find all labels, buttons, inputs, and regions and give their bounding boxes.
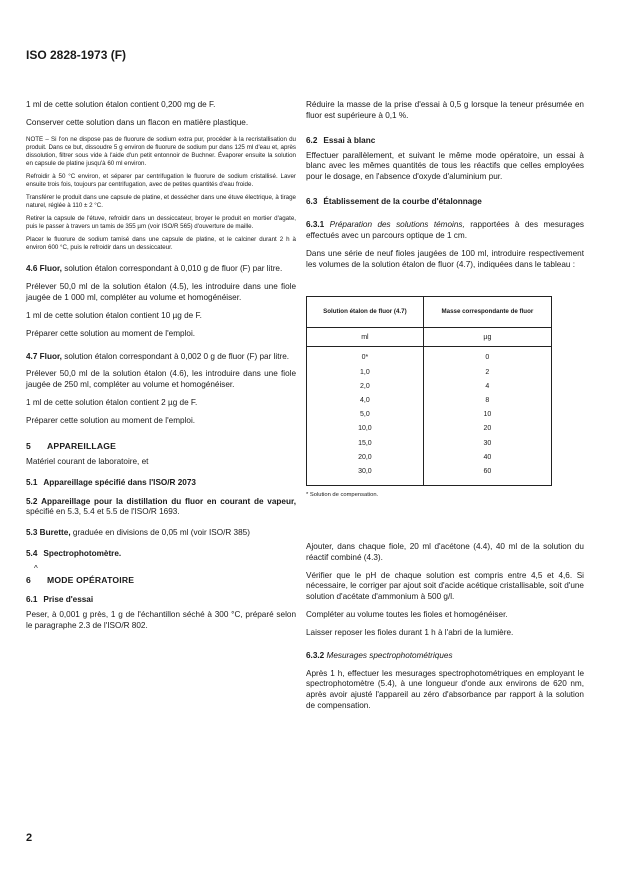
paragraph: Compléter au volume toutes les fioles et homogénéiser. <box>306 610 508 620</box>
note: NOTE – Si l'on ne dispose pas de fluorure de sodium extra pur, procéder à la recristallisation du produit. Dans ce but, dissoudre 5 g environ de fluorure de sodium pur dans 125 ml d'eau et, après dissolution, filtrer sous vide à l'aide d'un petit entonnoir de Buchner. Évaporer ensuite la solution en capsule de platine jusqu'à 60 ml environ. <box>26 135 296 167</box>
section-number: 5 <box>26 440 31 451</box>
paragraph: Prélever 50,0 ml de la solution étalon (4.6), les introduire dans une fiole jaugée de 250 ml, compléter au volume et homogénéiser. <box>26 369 296 390</box>
table-cell-volume: 1,0 <box>360 368 370 376</box>
table-cell-volume: 30,0 <box>358 468 372 476</box>
section-number: 6.1 <box>26 595 38 604</box>
section-number: 5.3 <box>26 528 38 538</box>
table-cell-mass: 30 <box>483 439 492 447</box>
subsection-6-2 <box>306 136 584 145</box>
caret-mark: ^ <box>34 564 38 573</box>
table-unit: ml <box>307 328 424 347</box>
paragraph: Laisser reposer les fioles durant 1 h à l'abri de la lumière. <box>306 627 514 637</box>
section-number: 5.4 <box>26 549 38 558</box>
subsection-5-4 <box>26 549 296 558</box>
subsection-5-1 <box>26 478 296 487</box>
section-title: MODE OPÉRATOIRE <box>46 575 135 585</box>
section-lead: Préparation des solutions témoins, <box>329 220 465 230</box>
section-title: Spectrophotomètre. <box>43 549 122 558</box>
section-title: Mesurages spectrophotométriques <box>326 650 453 660</box>
paragraph: Conserver cette solution dans un flacon en matière plastique. <box>26 117 249 127</box>
section-title: APPAREILLAGE <box>46 440 117 451</box>
right-column <box>306 100 584 719</box>
paragraph: Prélever 50,0 ml de la solution étalon (4.5), les introduire dans une fiole jaugée de 1 000 ml, compléter au volume et homogénéiser. <box>26 282 296 303</box>
table-cell-volume: 0* <box>361 354 369 362</box>
section-number: 6.2 <box>306 135 318 145</box>
table-cell-mass: 8 <box>485 397 490 405</box>
subsection-6-1 <box>26 595 296 604</box>
section-title: Établissement de la courbe d'étalonnage <box>323 197 482 207</box>
subsection-6-3 <box>306 197 584 206</box>
section-number: 5.2 <box>26 496 38 506</box>
section-number: 6.3.1 <box>306 220 325 230</box>
left-column <box>26 100 296 639</box>
paragraph: Peser, à 0,001 g près, 1 g de l'échantillon séché à 300 °C, préparé selon le paragraphe 2.3 de l'ISO/R 802. <box>26 610 296 630</box>
table-cell-volume: 5,0 <box>360 411 370 419</box>
paragraph: Matériel courant de laboratoire, et <box>26 456 149 466</box>
paragraph: 1 ml de cette solution étalon contient 0,200 mg de F. <box>26 100 216 109</box>
section-number: 6.3.2 <box>306 650 325 660</box>
section-title: Prise d'essai <box>43 595 94 604</box>
paragraph: 1 ml de cette solution étalon contient 2 µg de F. <box>26 398 198 408</box>
subsection-5-3 <box>26 528 296 539</box>
subsection-6-3-2 <box>306 651 584 662</box>
section-lead: Fluor, <box>39 264 62 274</box>
paragraph: Effectuer parallèlement, et suivant le même mode opératoire, un essai à blanc avec les mêmes quantités de tous les réactifs que celles employées pour le dosage, en l'absence d'oxyde d'aluminium pur. <box>306 150 584 182</box>
section-lead: Appareillage pour la distillation du fluor en courant de vapeur, <box>41 496 296 506</box>
paragraph: Ajouter, dans chaque fiole, 20 ml d'acétone (4.4), 40 ml de la solution du réactif combiné (4.3). <box>306 541 584 562</box>
table-cell-mass: 40 <box>483 453 492 461</box>
paragraph: Vérifier que le pH de chaque solution est compris entre 4,5 et 4,6. Si nécessaire, le corriger par ajout soit d'acide acétique cristallisable, soit d'une solution d'acétate d'ammonium à 500 g/l. <box>306 570 584 602</box>
table-cell-mass: 10 <box>483 411 492 419</box>
subsection-5-2 <box>26 497 296 519</box>
section-number: 6.3 <box>306 197 318 207</box>
note: Transférer le produit dans une capsule de platine, et dessécher dans une étuve électrique, à tirage naturel, réglée à 110 ± 2 °C. <box>26 194 296 210</box>
section-text: solution étalon correspondant à 0,010 g de fluor (F) par litre. <box>64 264 283 274</box>
subsection-6-3-1 <box>306 220 584 242</box>
paragraph: Réduire la masse de la prise d'essai à 0,5 g lorsque la teneur présumée en fluor est supérieure à 0,1 %. <box>306 100 584 120</box>
table-cell-volume: 15,0 <box>358 439 372 447</box>
mass-column <box>423 347 551 486</box>
section-text: solution étalon correspondant à 0,002 0 g de fluor (F) par litre. <box>64 351 290 361</box>
section-lead: Fluor, <box>39 351 62 361</box>
page-number: 2 <box>26 832 33 844</box>
section-title: Essai à blanc <box>323 135 376 145</box>
document-header: ISO 2828-1973 (F) <box>26 48 127 62</box>
section-4-7 <box>26 352 296 363</box>
note: Placer le fluorure de sodium tamisé dans une capsule de platine, et le calciner durant 2 h à environ 600 °C, puis le refroidir dans un dessiccateur. <box>26 236 296 252</box>
volume-column <box>307 347 424 486</box>
table-cell-mass: 0 <box>485 354 490 362</box>
paragraph: Après 1 h, effectuer les mesurages spectrophotométriques en employant le spectrophotomètre (5.4), à une longueur d'onde aux environs de 620 nm, après avoir ajusté l'appareil au zéro d'absorbance par rapport à la solution de compensation. <box>306 668 584 711</box>
section-number: 4.6 <box>26 264 38 274</box>
section-title: Appareillage spécifié dans l'ISO/R 2073 <box>43 477 196 487</box>
paragraph: 1 ml de cette solution étalon contient 10 µg de F. <box>26 310 202 320</box>
paragraph: Préparer cette solution au moment de l'emploi. <box>26 328 196 338</box>
section-4-6 <box>26 264 296 275</box>
paragraph: Préparer cette solution au moment de l'emploi. <box>26 415 196 425</box>
table-cell-volume: 2,0 <box>360 382 370 390</box>
table-header: Solution étalon de fluor (4.7) <box>307 297 424 328</box>
section-lead: Burette, <box>39 528 71 538</box>
section-heading-6 <box>26 575 296 585</box>
section-text: rapportées à des mesurages effectués avec un parcours optique de 1 cm. <box>306 220 584 240</box>
table-cell-volume: 20,0 <box>358 453 372 461</box>
section-heading-5 <box>26 441 296 451</box>
note: Refroidir à 50 °C environ, et séparer par centrifugation le fluorure de sodium cristallisé. Laver ensuite trois fois, toujours par centrifugation, avec de petites quantités d'eau froide. <box>26 172 296 188</box>
table-cell-mass: 20 <box>483 425 492 433</box>
table-cell-volume: 4,0 <box>360 397 370 405</box>
section-number: 4.7 <box>26 351 38 361</box>
table-cell-volume: 10,0 <box>358 425 372 433</box>
paragraph: Dans une série de neuf fioles jaugées de 100 ml, introduire respectivement les volumes de la solution étalon de fluor (4.7), indiquées dans le tableau : <box>306 248 584 269</box>
calibration-table <box>306 296 552 486</box>
table-unit: µg <box>423 328 551 347</box>
table-cell-mass: 2 <box>485 368 490 376</box>
section-number: 6 <box>26 575 31 585</box>
section-text: graduée en divisions de 0,05 ml (voir ISO/R 385) <box>72 528 250 538</box>
table-cell-mass: 4 <box>485 382 490 390</box>
table-cell-mass: 60 <box>483 468 492 476</box>
table-header: Masse correspondante de fluor <box>423 297 551 328</box>
section-text: spécifié en 5.3, 5.4 et 5.5 de l'ISO/R 1693. <box>26 507 180 517</box>
section-number: 5.1 <box>26 477 38 487</box>
table-footnote: * Solution de compensation. <box>306 492 379 499</box>
note: Retirer la capsule de l'étuve, refroidir dans un dessiccateur, broyer le produit en mortier d'agate, puis le passer à travers un tamis de 355 µm (voir ISO/R 565) d'ouverture de maille. <box>26 215 296 231</box>
